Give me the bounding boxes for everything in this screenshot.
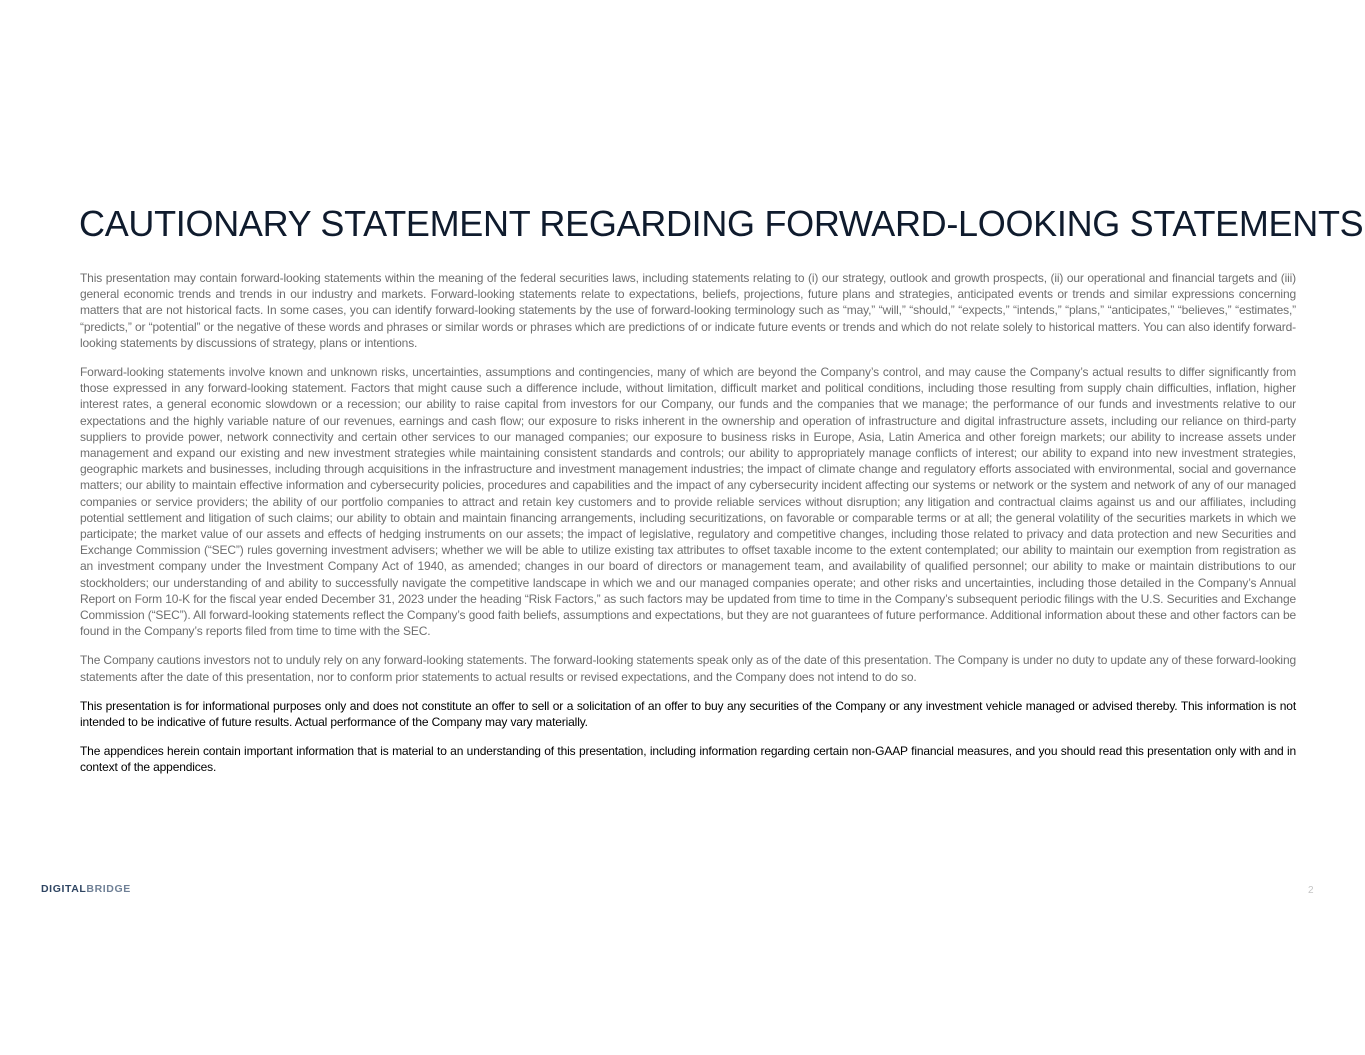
slide-title: CAUTIONARY STATEMENT REGARDING FORWARD-LOOKING STATEMENTS xyxy=(79,203,1364,244)
paragraph-forward-looking-definition: This presentation may contain forward-looking statements within the meaning of the federal securities laws, including statements relating to (i) our strategy, outlook and growth prospects, (ii) our operational and financial targets and (iii) general economic trends and trends in our industry and markets. Forward-looking statements relate to expectations, beliefs, projections, future plans and strategies, anticipated events or trends and similar expressions concerning matters that are not historical facts. In some cases, you can identify forward-looking statements by the use of forward-looking terminology such as “may,” “will,” “should,” “expects,” “intends,” “plans,” “anticipates,” “believes,” “estimates,” “predicts,” or “potential” or the negative of these words and phrases or similar words or phrases which are predictions of or indicate future events or trends and which do not relate solely to historical matters. You can also identify forward-looking statements by discussions of strategy, plans or intentions. xyxy=(80,271,1296,350)
logo-text-digital: DIGITAL xyxy=(41,883,87,895)
paragraph-informational-purposes: This presentation is for informational purposes only and does not constitute an offer to sell or a solicitation of an offer to buy any securities of the Company or any investment vehicle managed or advised thereby. This information is not intended to be indicative of future results. Actual performance of the Company may vary materially. xyxy=(80,698,1296,730)
paragraph-appendices-notice: The appendices herein contain important information that is material to an understanding of this presentation, including information regarding certain non-GAAP financial measures, and you should read this presentation only with and in context of the appendices. xyxy=(80,744,1296,775)
page-number: 2 xyxy=(1308,885,1314,896)
digitalbridge-logo xyxy=(41,883,131,895)
paragraph-risk-factors: Forward-looking statements involve known and unknown risks, uncertainties, assumptions and contingencies, many of which are beyond the Company’s control, and may cause the Company’s actual results to differ significantly from those expressed in any forward-looking statement. Factors that might cause such a difference include, without limitation, difficult market and political conditions, including those resulting from supply chain difficulties, inflation, higher interest rates, a general economic slowdown or a recession; our ability to raise capital from investors for our Company, our funds and the companies that we manage; the performance of our funds and investments relative to our expectations and the highly variable nature of our revenues, earnings and cash flow; our exposure to risks inherent in the ownership and operation of infrastructure and digital infrastructure assets, including our reliance on third-party suppliers to provide power, network connectivity and certain other services to our managed companies; our exposure to business risks in Europe, Asia, Latin America and other foreign markets; our ability to increase assets under management and expand our existing and new investment strategies while maintaining consistent standards and controls; our ability to appropriately manage conflicts of interest; our ability to expand into new investment strategies, geographic markets and businesses, including through acquisitions in the infrastructure and investment management industries; the impact of climate change and regulatory efforts associated with environmental, social and governance matters; our ability to maintain effective information and cybersecurity policies, procedures and capabilities and the impact of any cybersecurity incident affecting our systems or network or the system and network of any of our managed companies or service providers; the ability of our portfolio companies to attract and retain key customers and to provide reliable services without disruption; any litigation and contractual claims against us and our affiliates, including potential settlement and litigation of such claims; our ability to obtain and maintain financing arrangements, including securitizations, on favorable or comparable terms or at all; the general volatility of the securities markets in which we participate; the market value of our assets and effects of hedging instruments on our assets; the impact of legislative, regulatory and competitive changes, including those related to privacy and data protection and new Securities and Exchange Commission (“SEC”) rules governing investment advisers; whether we will be able to utilize existing tax attributes to offset taxable income to the extent contemplated; our ability to maintain our exemption from registration as an investment company under the Investment Company Act of 1940, as amended; changes in our board of directors or management team, and availability of qualified personnel; our ability to make or maintain distributions to our stockholders; our understanding of and ability to successfully navigate the competitive landscape in which we and our managed companies operate; and other risks and uncertainties, including those detailed in the Company’s Annual Report on Form 10-K for the fiscal year ended December 31, 2023 under the heading “Risk Factors,” as such factors may be updated from time to time in the Company’s subsequent periodic filings with the U.S. Securities and Exchange Commission (“SEC”). All forward-looking statements reflect the Company’s good faith beliefs, assumptions and expectations, but they are not guarantees of future performance. Additional information about these and other factors can be found in the Company’s reports filed from time to time with the SEC. xyxy=(80,365,1296,639)
paragraph-caution-investors: The Company cautions investors not to unduly rely on any forward-looking statements. The forward-looking statements speak only as of the date of this presentation. The Company is under no duty to update any of these forward-looking statements after the date of this presentation, nor to conform prior statements to actual results or revised expectations, and the Company does not intend to do so. xyxy=(80,653,1296,684)
logo-text-bridge: BRIDGE xyxy=(86,883,131,895)
disclaimer-body xyxy=(80,270,1296,789)
